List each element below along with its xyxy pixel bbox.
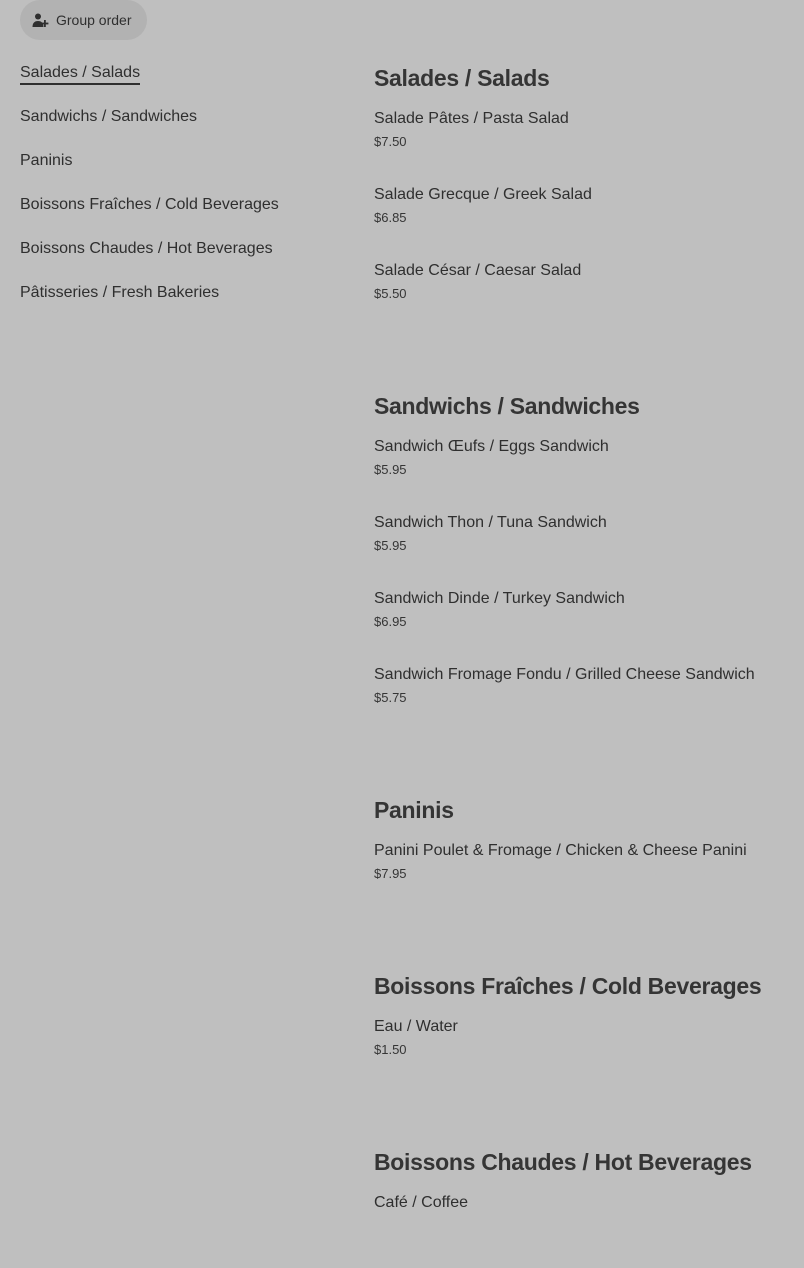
item-name: Salade Pâtes / Pasta Salad	[374, 110, 569, 127]
item-name: Salade Grecque / Greek Salad	[374, 186, 592, 203]
item-price: $6.95	[374, 614, 407, 629]
section-sandwiches	[374, 388, 804, 740]
add-person-icon	[32, 12, 48, 28]
item-price: $5.75	[374, 690, 407, 705]
nav-item-sandwiches[interactable]: Sandwichs / Sandwiches	[20, 108, 197, 125]
section-paninis	[374, 792, 804, 916]
menu-item[interactable]	[374, 1016, 804, 1092]
menu-list	[374, 60, 804, 1268]
item-name: Eau / Water	[374, 1018, 458, 1035]
nav-item-hot-beverages[interactable]: Boissons Chaudes / Hot Beverages	[20, 240, 273, 257]
item-name: Sandwich Thon / Tuna Sandwich	[374, 514, 607, 531]
section-title: Salades / Salads	[374, 65, 550, 91]
item-price: $5.95	[374, 462, 407, 477]
item-price: $5.50	[374, 286, 407, 301]
nav-item-paninis[interactable]: Paninis	[20, 152, 73, 169]
menu-item[interactable]	[374, 512, 804, 588]
section-title: Boissons Chaudes / Hot Beverages	[374, 1149, 752, 1175]
section-salads	[374, 60, 804, 336]
item-price: $5.95	[374, 538, 407, 553]
item-price: $6.85	[374, 210, 407, 225]
menu-item[interactable]	[374, 588, 804, 664]
item-name: Salade César / Caesar Salad	[374, 262, 582, 279]
item-name: Panini Poulet & Fromage / Chicken & Cheese Panini	[374, 842, 747, 859]
group-order-label: Group order	[56, 12, 132, 28]
group-order-button[interactable]	[20, 0, 147, 40]
menu-item[interactable]	[374, 1192, 804, 1268]
category-nav	[20, 60, 340, 324]
item-name: Café / Coffee	[374, 1194, 468, 1211]
section-cold-beverages	[374, 968, 804, 1092]
section-title: Boissons Fraîches / Cold Beverages	[374, 973, 762, 999]
item-price: $7.50	[374, 134, 407, 149]
item-price: $7.95	[374, 866, 407, 881]
menu-item[interactable]	[374, 436, 804, 512]
menu-item[interactable]	[374, 664, 804, 740]
item-price: $1.50	[374, 1042, 407, 1057]
item-name: Sandwich Œufs / Eggs Sandwich	[374, 438, 609, 455]
section-hot-beverages	[374, 1144, 804, 1268]
nav-item-bakeries[interactable]: Pâtisseries / Fresh Bakeries	[20, 284, 220, 301]
menu-item[interactable]	[374, 260, 804, 336]
section-title: Sandwichs / Sandwiches	[374, 393, 640, 419]
nav-item-cold-beverages[interactable]: Boissons Fraîches / Cold Beverages	[20, 196, 279, 213]
nav-item-salads[interactable]: Salades / Salads	[20, 60, 340, 104]
section-title: Paninis	[374, 797, 454, 823]
item-name: Sandwich Fromage Fondu / Grilled Cheese Sandwich	[374, 666, 755, 683]
menu-item[interactable]	[374, 184, 804, 260]
menu-item[interactable]	[374, 840, 804, 916]
item-name: Sandwich Dinde / Turkey Sandwich	[374, 590, 625, 607]
menu-item[interactable]	[374, 108, 804, 184]
